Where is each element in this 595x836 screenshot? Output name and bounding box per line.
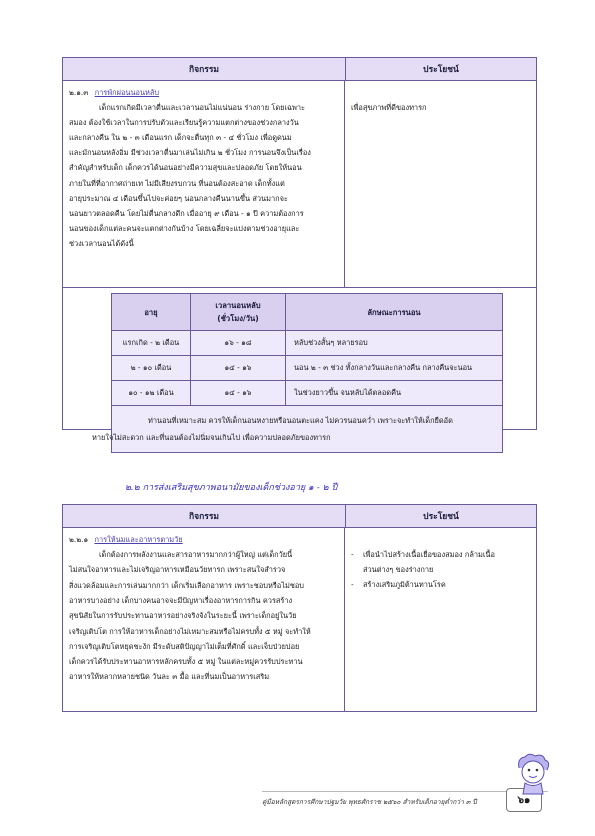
cell-age: แรกเกิด - ๒ เดือน: [112, 331, 191, 356]
text-line: สำคัญสำหรับเด็ก เด็กควรได้นอนอย่างมีความสุขและปลอดภัย โดยให้นอน: [69, 163, 302, 173]
benefit-cell: [345, 528, 536, 712]
table-header: [63, 58, 536, 81]
text-line: สิ่งแวดล้อมและการเล่นมากกว่า เด็กเริ่มเลือกอาหาร เพราะชอบหรือไม่ชอบ: [69, 580, 304, 590]
section-number: ๒.๒.๑: [69, 535, 89, 544]
header-activity: กิจกรรม: [63, 505, 346, 527]
text-line: ช่วงเวลานอนได้ดังนี้: [69, 238, 134, 248]
benefit-item: [351, 577, 530, 592]
sleep-table: [92, 293, 503, 453]
text-line: เด็กแรกเกิดมีเวลาตื่นและเวลานอนไม่แน่นอน ร่างกาย โดยเฉพาะ: [99, 103, 306, 113]
text-line: และมักนอนหลังอิ่ม มีช่วงเวลาตื่นมาเล่นไม่เกิน ๒ ชั่วโมง การนอนจึงเป็นเรื่อง: [69, 148, 311, 158]
cell-hours: ๑๔ - ๑๖: [191, 381, 286, 406]
section-number: ๒.๑.๓: [69, 88, 89, 97]
note-line: ท่านอนที่เหมาะสม ควรให้เด็กนอนหงายหรือนอนตะแคง ไม่ควรนอนคว่ำ เพราะจะทำให้เด็กยืดอัด: [148, 416, 453, 425]
page-number: ๖๑: [506, 788, 542, 812]
text-line: อาหารให้หลากหลายชนิด วันละ ๓ มื้อ และที่นมเป็นอาหารเสริม: [69, 672, 270, 682]
text-line: นอนของเด็กแต่ละคนจะแตกต่างกันบ้าง โดยเฉลี่ยจะแบ่งตามช่วงอายุและ: [69, 223, 300, 233]
section-heading: [69, 532, 338, 547]
note-line: หายใจไม่สะดวก และที่นอนต้องไม่นิ่มจนเกินไป เพื่อความปลอดภัยของทารก: [92, 433, 331, 442]
section-heading: [69, 85, 338, 100]
section-title: การให้นมและอาหารตามวัย: [94, 535, 183, 544]
header-activity: กิจกรรม: [63, 58, 346, 80]
child-mascot-icon: [513, 752, 553, 796]
col-desc: ลักษณะการนอน: [286, 294, 503, 331]
text-line: ไม่สนใจอาหารและไม่เจริญอาหารเหมือนวัยทารก เพราะสนใจสำรวจ: [69, 565, 286, 575]
text-line: และกลางคืน ใน ๒ - ๓ เดือนแรก เด็กจะตื่นทุก ๓ - ๔ ชั่วโมง เพื่อดูดนม: [69, 133, 292, 143]
col-age: อายุ: [112, 294, 191, 331]
activity-cell: [63, 81, 345, 287]
footer-text: คู่มือหลักสูตรการศึกษาปฐมวัย พุทธศักราช ๒๕๖๐ สำหรับเด็กอายุต่ำกว่า ๓ ปี: [262, 797, 477, 806]
activity-table-2: [62, 504, 537, 712]
cell-hours: ๑๔ - ๑๖: [191, 356, 286, 381]
col-hours: [191, 294, 286, 331]
section-title: การพักผ่อนนอนหลับ: [94, 88, 160, 97]
table-header: [63, 505, 536, 528]
text-line: อายุประมาณ ๔ เดือนขึ้นไปจะค่อยๆ นอนกลางคืนนานขึ้น ส่วนมากจะ: [69, 193, 288, 203]
benefit-cell: [345, 81, 536, 287]
text-line: อาหารบางอย่าง เด็กบางคนอาจจะมีปัญหาเรื่องอาหารการกิน ควรสร้าง: [69, 595, 293, 605]
benefit-text: เพื่อสุขภาพที่ดีของทารก: [351, 103, 427, 112]
cell-desc: ในช่วงยาวขึ้น จนหลับได้ตลอดคืน: [286, 381, 503, 406]
benefit-item: [351, 547, 530, 577]
text-line: สุขนิสัยในการรับประทานอาหารอย่างจริงจังในระยะนี้ เพราะเด็กอยู่ในวัย: [69, 611, 297, 621]
bullet: -: [351, 550, 354, 559]
sleep-note: [92, 406, 503, 453]
col-hours-line2: (ชั่วโมง/วัน): [217, 314, 259, 323]
text-line: เด็กควรได้รับประทานอาหารหลักครบทั้ง ๕ หมู่ ในแต่ละหมู่ควรรับประทาน: [69, 657, 303, 667]
cell-desc: นอน ๒ - ๓ ช่วง ทั้งกลางวันและกลางคืน กลางคืนจะนอน: [286, 356, 503, 381]
text-line: นอนยาวตลอดคืน โดยไม่ตื่นกลางดึก เมื่ออายุ ๙ เดือน - ๑ ปี ความต้องการ: [69, 208, 304, 218]
text-line: ภายในที่ที่อากาศถ่ายเท ไม่มีเสียงรบกวน ที่นอนต้องสะอาด เด็กทั้งแต่: [69, 178, 285, 188]
benefit-line: เพื่อนำไปสร้างเนื้อเยื่อของสมอง กล้ามเนื้อ: [363, 550, 495, 559]
header-benefit: ประโยชน์: [423, 65, 459, 75]
paragraph: [69, 547, 338, 685]
header-benefit: ประโยชน์: [423, 512, 459, 522]
text-line: เจริญเติบโต การให้อาหารเด็กอย่างไม่เหมาะสมหรือไม่ครบทั้ง ๕ หมู่ จะทำให้: [69, 626, 311, 636]
benefit-line: ส่วนต่างๆ ของร่างกาย: [363, 565, 434, 575]
table-row: [112, 381, 503, 406]
text-line: สมอง ต้องใช้เวลาในการปรับตัวและเรียนรู้ความแตกต่างของช่วงกลางวัน: [69, 118, 299, 128]
bullet: -: [351, 580, 354, 590]
cell-age: ๑๐ - ๑๒ เดือน: [112, 381, 191, 406]
cell-hours: ๑๖ - ๑๘: [191, 331, 286, 356]
benefit-line: สร้างเสริมภูมิต้านทานโรค: [363, 580, 446, 590]
cell-age: ๒ - ๑๐ เดือน: [112, 356, 191, 381]
table-row: [112, 331, 503, 356]
text-line: เด็กต้องการพลังงานและสารอาหารมากกว่าผู้ใหญ่ แต่เด็กวัยนี้: [99, 550, 293, 560]
activity-cell: [63, 528, 345, 712]
section-heading-2-2: ๒.๒ การส่งเสริมสุขภาพอนามัยของเด็กช่วงอายุ ๑ - ๒ ปี: [125, 483, 338, 493]
paragraph: [69, 100, 338, 251]
col-hours-line1: เวลานอนหลับ: [215, 301, 261, 310]
text-line: การเจริญเติบโตหยุดชะงัก มีระดับสติปัญญาไม่เต็มที่ศักดิ์ และเจ็บป่วยบ่อย: [69, 641, 300, 651]
table-row: [112, 356, 503, 381]
cell-desc: หลับช่วงสั้นๆ หลายรอบ: [286, 331, 503, 356]
